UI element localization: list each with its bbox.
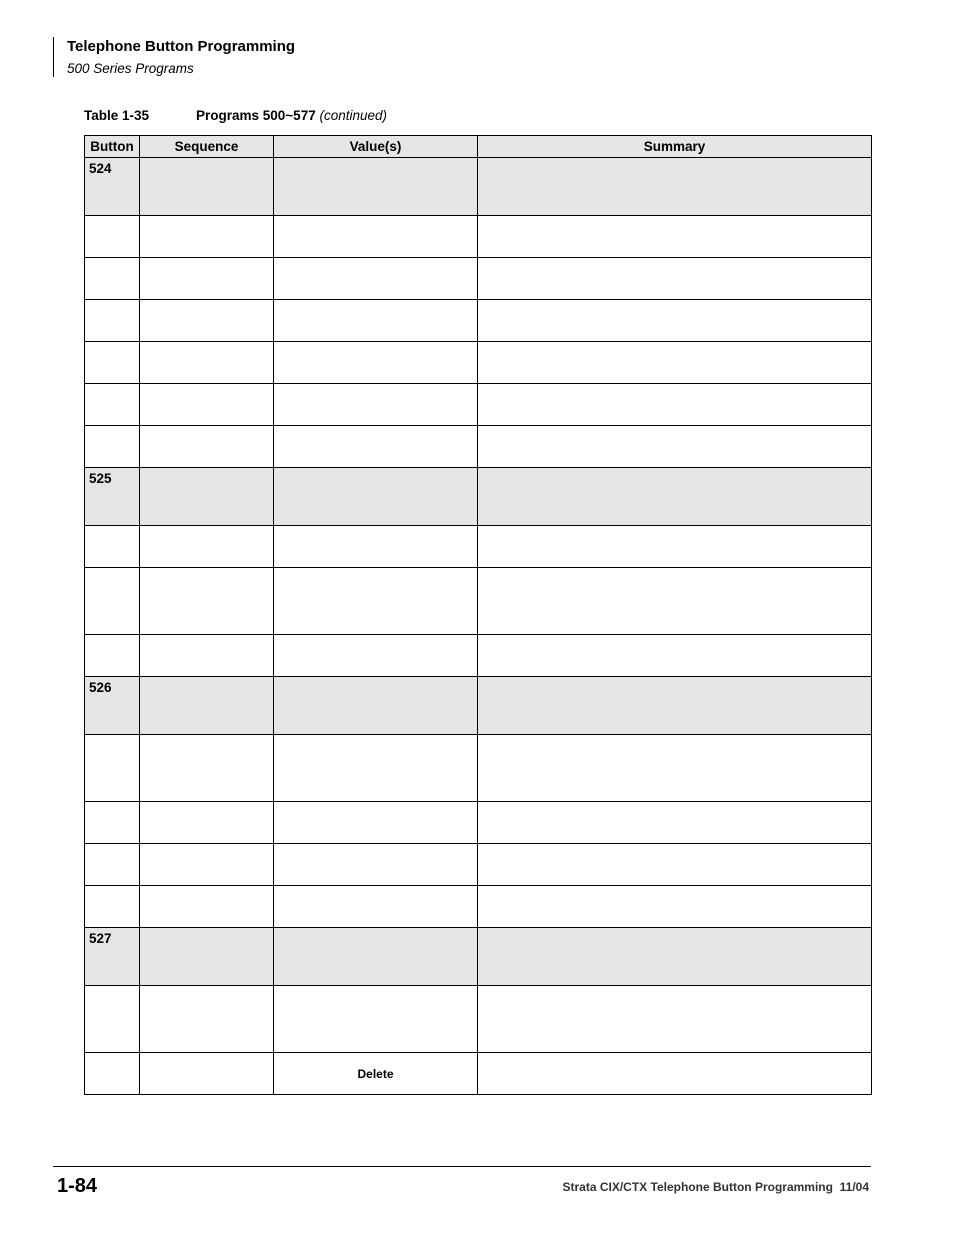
cell-summary (478, 216, 872, 258)
cell-sequence (140, 568, 274, 635)
cell-values (274, 468, 478, 526)
table-row (85, 258, 872, 300)
cell-button (85, 300, 140, 342)
cell-values (274, 342, 478, 384)
table-header-row (85, 136, 872, 158)
cell-summary (478, 568, 872, 635)
cell-button (85, 568, 140, 635)
cell-sequence (140, 384, 274, 426)
cell-summary (478, 342, 872, 384)
cell-summary (478, 300, 872, 342)
table-row (85, 802, 872, 844)
cell-summary (478, 1053, 872, 1095)
cell-button (85, 426, 140, 468)
cell-values (274, 300, 478, 342)
cell-summary (478, 468, 872, 526)
cell-values (274, 735, 478, 802)
header-subtitle: 500 Series Programs (67, 61, 194, 76)
table-row (85, 677, 872, 735)
cell-sequence (140, 468, 274, 526)
cell-sequence (140, 844, 274, 886)
table-name-text: Programs 500~577 (196, 108, 316, 123)
cell-summary (478, 158, 872, 216)
cell-values: Delete (274, 1053, 478, 1095)
cell-values (274, 677, 478, 735)
cell-values (274, 844, 478, 886)
cell-values (274, 886, 478, 928)
table-body (85, 158, 872, 1095)
cell-values (274, 384, 478, 426)
table-number: Table 1-35 (84, 108, 150, 123)
document-title: Strata CIX/CTX Telephone Button Programming 11/04 (562, 1180, 869, 1194)
cell-sequence (140, 300, 274, 342)
table-row (85, 384, 872, 426)
cell-button (85, 1053, 140, 1095)
table-row (85, 426, 872, 468)
header-rule (53, 37, 54, 77)
cell-button (85, 526, 140, 568)
column-header-summary: Summary (478, 136, 872, 158)
cell-summary (478, 986, 872, 1053)
page-number: 1-84 (57, 1175, 98, 1197)
table-row (85, 1053, 872, 1095)
cell-sequence (140, 886, 274, 928)
cell-button (85, 216, 140, 258)
cell-values (274, 258, 478, 300)
cell-sequence (140, 342, 274, 384)
cell-sequence (140, 426, 274, 468)
cell-sequence (140, 735, 274, 802)
footer-rule (53, 1166, 871, 1167)
cell-values (274, 158, 478, 216)
cell-button: 524 (85, 158, 140, 216)
table-name (196, 108, 387, 123)
cell-sequence (140, 526, 274, 568)
table-row (85, 928, 872, 986)
table-row (85, 735, 872, 802)
programs-table (84, 135, 872, 1095)
cell-sequence (140, 802, 274, 844)
cell-sequence (140, 986, 274, 1053)
cell-button (85, 986, 140, 1053)
cell-summary (478, 928, 872, 986)
cell-summary (478, 426, 872, 468)
table-row (85, 635, 872, 677)
cell-button: 527 (85, 928, 140, 986)
cell-button (85, 384, 140, 426)
cell-values (274, 928, 478, 986)
column-header-values: Value(s) (274, 136, 478, 158)
table-row (85, 526, 872, 568)
table-row (85, 468, 872, 526)
table-row (85, 886, 872, 928)
cell-summary (478, 384, 872, 426)
cell-summary (478, 802, 872, 844)
table-row (85, 216, 872, 258)
table-row (85, 986, 872, 1053)
cell-button (85, 735, 140, 802)
cell-sequence (140, 677, 274, 735)
cell-values (274, 986, 478, 1053)
cell-values (274, 635, 478, 677)
cell-sequence (140, 158, 274, 216)
cell-button: 526 (85, 677, 140, 735)
cell-summary (478, 886, 872, 928)
cell-button (85, 886, 140, 928)
table-row (85, 158, 872, 216)
cell-button (85, 342, 140, 384)
header-title: Telephone Button Programming (67, 38, 296, 55)
cell-sequence (140, 635, 274, 677)
cell-sequence (140, 1053, 274, 1095)
table-row (85, 568, 872, 635)
cell-summary (478, 526, 872, 568)
cell-button (85, 844, 140, 886)
cell-values (274, 526, 478, 568)
cell-summary (478, 635, 872, 677)
table-row (85, 342, 872, 384)
table-row (85, 844, 872, 886)
cell-summary (478, 844, 872, 886)
cell-sequence (140, 258, 274, 300)
cell-summary (478, 677, 872, 735)
cell-button (85, 258, 140, 300)
cell-summary (478, 735, 872, 802)
cell-button (85, 802, 140, 844)
cell-summary (478, 258, 872, 300)
cell-values (274, 216, 478, 258)
cell-sequence (140, 216, 274, 258)
column-header-button: Button (85, 136, 140, 158)
cell-values (274, 568, 478, 635)
table-continued: (continued) (319, 108, 388, 123)
cell-values (274, 426, 478, 468)
cell-values (274, 802, 478, 844)
cell-sequence (140, 928, 274, 986)
cell-button (85, 635, 140, 677)
table-row (85, 300, 872, 342)
cell-button: 525 (85, 468, 140, 526)
column-header-sequence: Sequence (140, 136, 274, 158)
